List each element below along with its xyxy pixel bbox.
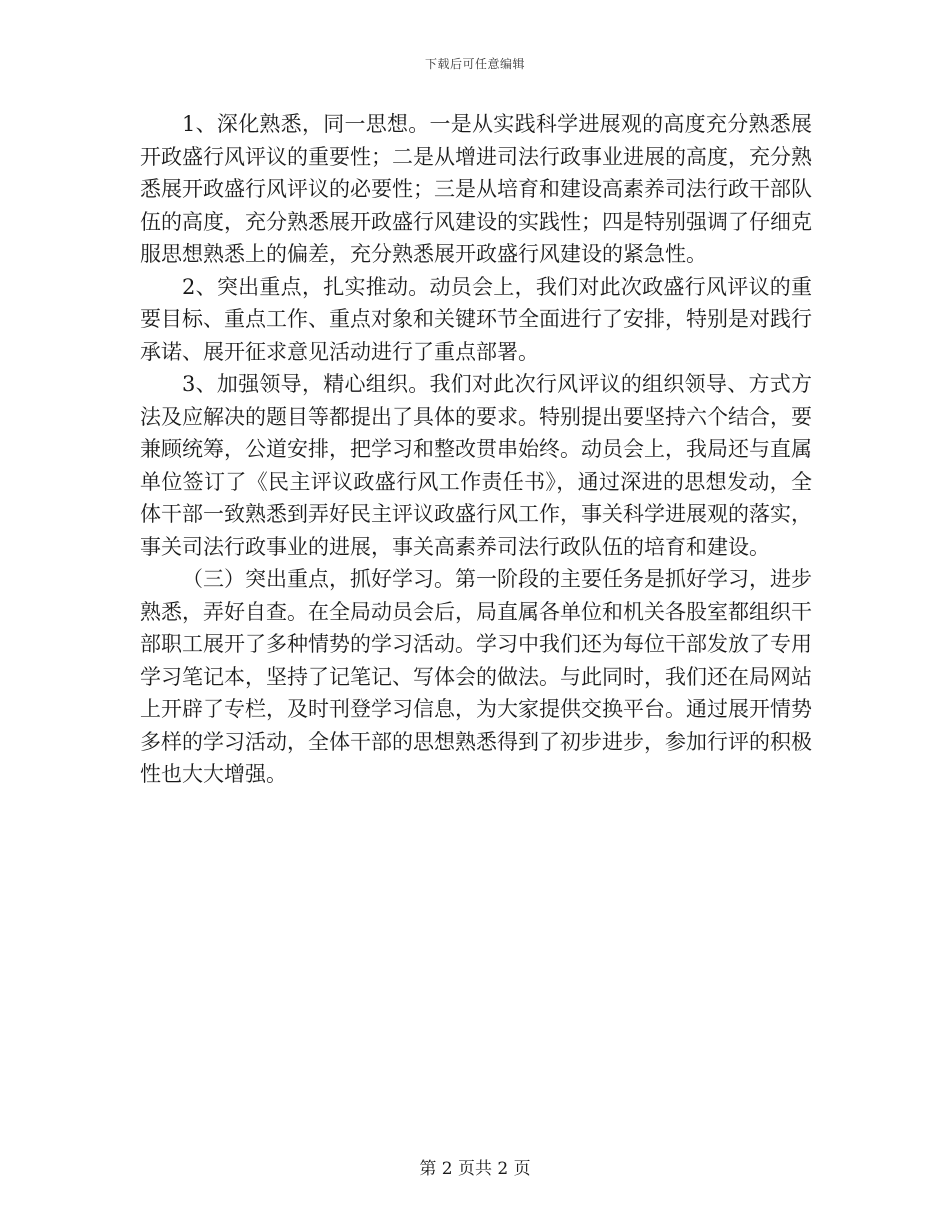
paragraph-study-focus: （三）突出重点，抓好学习。第一阶段的主要任务是抓好学习，进步熟悉，弄好自查。在全局动员会后，局直属各单位和机关各股室都组织干部职工展开了多种情势的学习活动。学习中我们还为每位干部发放了专用学习笔记本，坚持了记笔记、写体会的做法。与此同时，我们还在局网站上开辟了专栏，及时刊登学习信息，为大家提供交换平台。通过展开情势多样的学习活动，全体干部的思想熟悉得到了初步进步，参加行评的积极性也大大增强。	[140, 567, 812, 786]
paragraph-highlight-priorities: 2、突出重点，扎实推动。动员会上，我们对此次政盛行风评议的重要目标、重点工作、重点对象和关键环节全面进行了安排，特别是对践行承诺、展开征求意见活动进行了重点部署。	[140, 274, 812, 364]
page-header-note: 下载后可任意编辑	[424, 57, 525, 71]
page-number: 第 2 页共 2 页	[419, 1159, 531, 1179]
paragraph-strengthen-leadership: 3、加强领导，精心组织。我们对此次行风评议的组织领导、方式方法及应解决的题目等都提出了具体的要求。特别提出要坚持六个结合，要兼顾统筹，公道安排，把学习和整改贯串始终。动员会上，我局还与直属单位签订了《民主评议政盛行风工作责任书》，通过深进的思想发动，全体干部一致熟悉到弄好民主评议政盛行风工作，事关科学进展观的落实，事关司法行政事业的进展，事关高素养司法行政队伍的培育和建设。	[140, 372, 812, 559]
paragraph-deepen-understanding: 1、深化熟悉，同一思想。一是从实践科学进展观的高度充分熟悉展开政盛行风评议的重要性；二是从增进司法行政事业进展的高度，充分熟悉展开政盛行风评议的必要性；三是从培育和建设高素养司法行政干部队伍的高度，充分熟悉展开政盛行风建设的实践性；四是特别强调了仔细克服思想熟悉上的偏差，充分熟悉展开政盛行风建设的紧急性。	[140, 112, 812, 266]
document-body	[140, 108, 812, 791]
